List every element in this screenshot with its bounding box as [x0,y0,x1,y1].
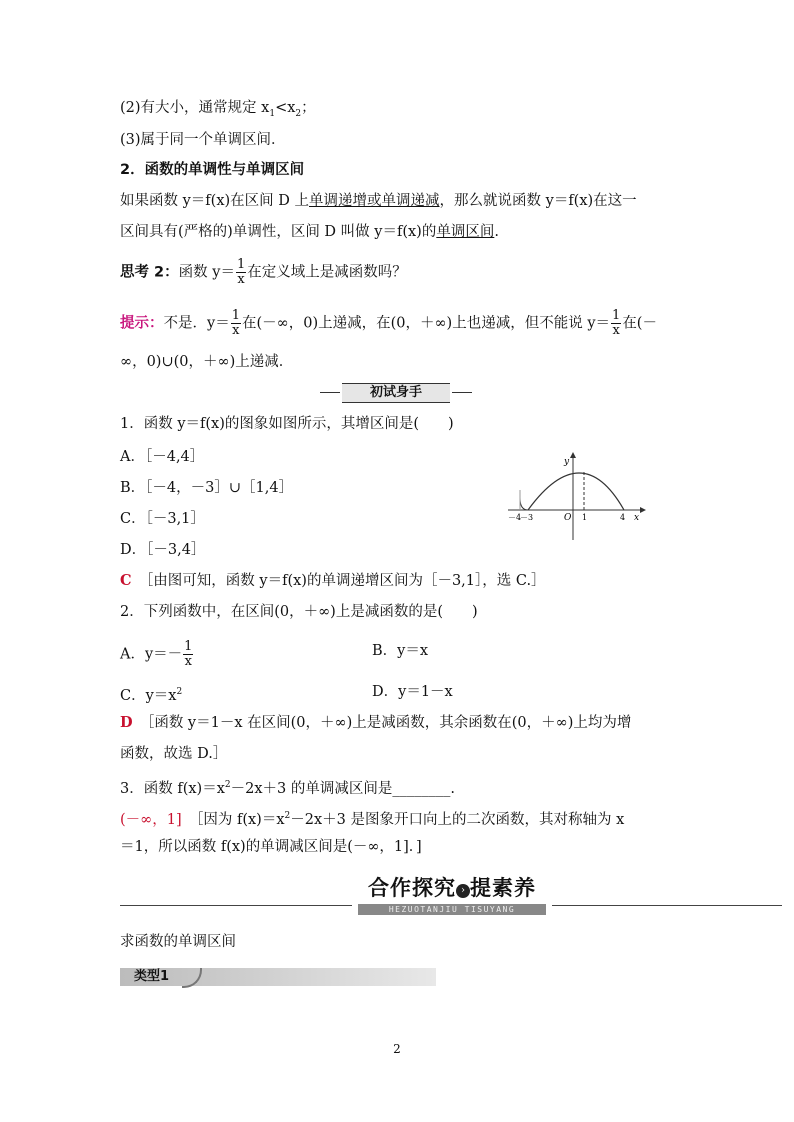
svg-text:4: 4 [620,513,626,522]
arrow-right-icon: › [456,884,470,898]
q1-option-b: B．［－4，－3］∪［1,4］ [120,480,294,496]
q3-stem: 3．函数 $f(x)=x^2-2x+3$ 的单调减区间是________. [120,780,455,797]
q2-option-b: B．y＝x [372,643,429,659]
condition-2: (2)有大小，通常规定 $x_1<x_2$； [120,100,316,119]
condition-3: (3)属于同一个单调区间． [120,132,286,148]
q3-answer: (－∞，1] ［因为 $f(x)=x^2-2x+3$ 是图象开口向上的二次函数，其对称轴为 x [120,811,625,828]
q2-answer: D ［函数 y＝1－x 在区间(0，＋∞)上是减函数，其余函数在(0，＋∞)上均为增 [120,714,632,731]
fraction-1-over-x: $\frac{1}{x}$ [236,257,246,287]
section-heading: 2．函数的单调性与单调区间 [120,162,305,178]
hint-line-2: ∞，0)∪(0，＋∞)上递减． [120,354,294,370]
q1-option-c: C．［－3,1］ [120,511,205,527]
q2-answer-cont: 函数，故选 D.］ [120,746,228,762]
topic-title: 求函数的单调区间 [120,934,236,950]
think-question: 思考 2：函数 y＝ $\frac{1}{x}$ 在定义域上是减函数吗？ [120,257,407,287]
hint-line-1: 提示：不是．y＝ $\frac{1}{x}$ 在(－∞，0)上递减，在(0，＋∞)上也递减，但不能说 y＝ $\frac{1}{x}$ 在(－ [120,308,657,338]
svg-text:x: x [634,513,640,523]
divider-right [552,905,782,906]
svg-text:－3: －3 [520,513,534,522]
section-banner-first-try: 初试身手 [342,383,450,403]
divider-left [120,905,352,906]
q2-option-d: D．y＝1－x [372,684,453,700]
q2-option-c: C．$y=x^2$ [120,687,183,704]
q1-option-a: A．［－4,4］ [120,449,205,465]
q1-option-d: D．［－3,4］ [120,542,206,558]
q1-answer: C ［由图可知，函数 y＝f(x)的单调递增区间为［－3,1］，选 C.］ [120,572,546,589]
q2-option-a: A．y＝－ $\frac{1}{x}$ [120,639,193,669]
function-graph [506,450,646,540]
q1-stem: 1．函数 y＝f(x)的图象如图所示，其增区间是( ) [120,416,454,432]
svg-text:－4: －4 [508,513,522,522]
svg-text:1: 1 [582,513,588,522]
definition-line-1: 如果函数 y＝f(x)在区间 D 上单调递增或单调递减，那么就说函数 y＝f(x)在这一 [120,193,637,209]
definition-line-2: 区间具有(严格的)单调性，区间 D 叫做 y＝f(x)的单调区间. [120,224,499,240]
q3-answer-cont: ＝1，所以函数 f(x)的单调减区间是(－∞，1]．] [120,839,422,855]
svg-text:O: O [564,513,572,523]
svg-text:y: y [564,457,570,467]
q2-stem: 2．下列函数中，在区间(0，＋∞)上是减函数的是( ) [120,604,478,620]
page-number: 2 [393,1042,401,1056]
type-label-bar: 类型1 [120,968,436,986]
section-banner-explore: 合作探究 › 提素养 HEZUOTANJIU TISUYANG [352,872,552,915]
